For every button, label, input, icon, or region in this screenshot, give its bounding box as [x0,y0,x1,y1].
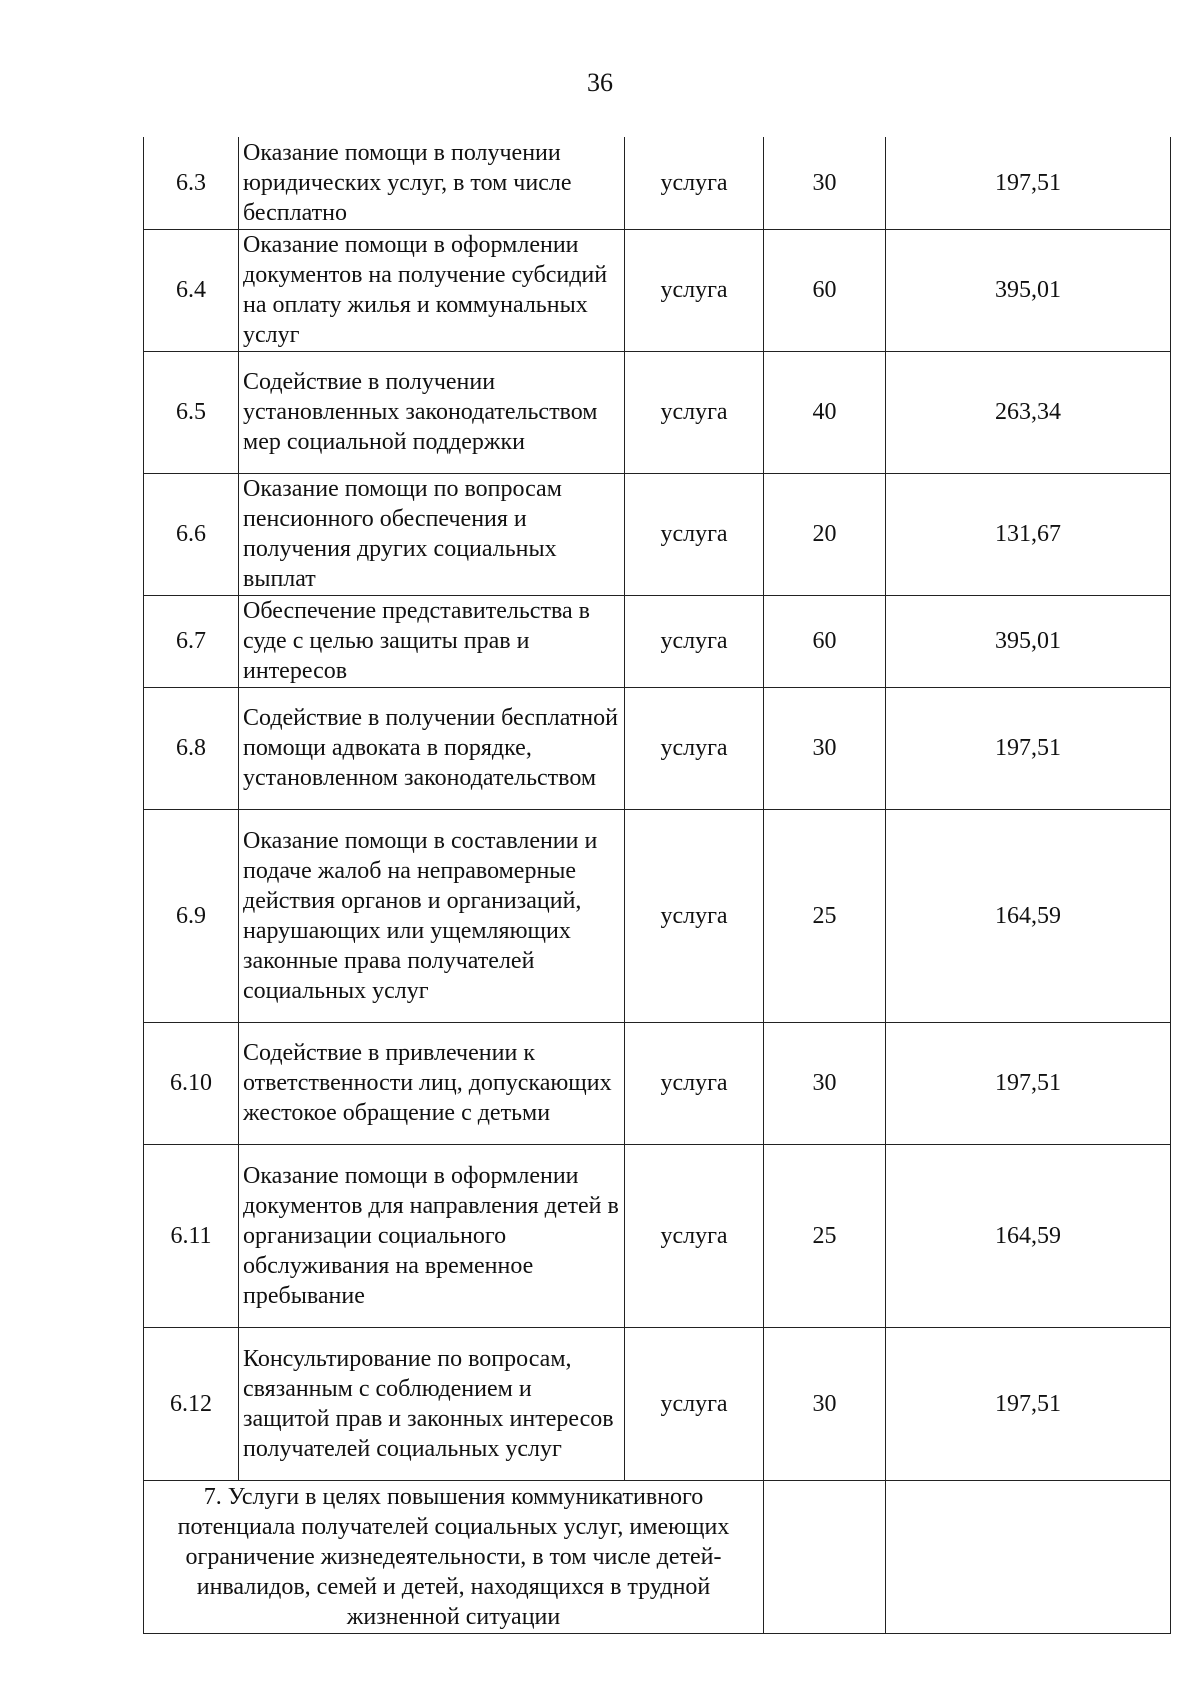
service-quantity: 25 [764,809,886,1022]
service-price: 197,51 [886,1327,1171,1480]
row-number: 6.8 [144,687,239,809]
table-row [144,687,1171,809]
row-number: 6.4 [144,229,239,351]
service-price: 197,51 [886,1022,1171,1144]
service-quantity: 60 [764,595,886,687]
service-price: 164,59 [886,1144,1171,1327]
table-row [144,229,1171,351]
service-unit: услуга [625,1144,764,1327]
table-row [144,1144,1171,1327]
service-quantity: 30 [764,137,886,229]
service-unit: услуга [625,473,764,595]
table-row [144,473,1171,595]
service-quantity: 40 [764,351,886,473]
row-number: 6.3 [144,137,239,229]
table-row [144,809,1171,1022]
row-number: 6.12 [144,1327,239,1480]
service-price: 395,01 [886,229,1171,351]
service-price: 197,51 [886,687,1171,809]
table-row [144,1022,1171,1144]
service-unit: услуга [625,351,764,473]
table-row [144,1327,1171,1480]
row-number: 6.11 [144,1144,239,1327]
service-name: Оказание помощи по вопросам пенсионного обеспечения и получения других социальных выплат [239,473,625,595]
section-row [144,1480,1171,1633]
service-name: Содействие в получении бесплатной помощи адвоката в порядке, установленном законодательством [239,687,625,809]
table-row [144,137,1171,229]
section-price [886,1480,1171,1633]
row-number: 6.6 [144,473,239,595]
row-number: 6.9 [144,809,239,1022]
service-name: Оказание помощи в получении юридических услуг, в том числе бесплатно [239,137,625,229]
row-number: 6.10 [144,1022,239,1144]
service-quantity: 25 [764,1144,886,1327]
service-quantity: 60 [764,229,886,351]
service-price: 197,51 [886,137,1171,229]
service-name: Обеспечение представительства в суде с целью защиты прав и интересов [239,595,625,687]
service-unit: услуга [625,687,764,809]
row-number: 6.7 [144,595,239,687]
service-name: Оказание помощи в составлении и подаче жалоб на неправомерные действия органов и организаций, нарушающих или ущемляющих законные права получателей социальных услуг [239,809,625,1022]
service-unit: услуга [625,137,764,229]
service-price: 395,01 [886,595,1171,687]
service-unit: услуга [625,229,764,351]
service-quantity: 30 [764,1327,886,1480]
service-name: Содействие в получении установленных законодательством мер социальной поддержки [239,351,625,473]
service-quantity: 20 [764,473,886,595]
service-name: Оказание помощи в оформлении документов для направления детей в организации социального обслуживания на временное пребывание [239,1144,625,1327]
service-price: 131,67 [886,473,1171,595]
row-number: 6.5 [144,351,239,473]
service-name: Оказание помощи в оформлении документов на получение субсидий на оплату жилья и коммунальных услуг [239,229,625,351]
service-quantity: 30 [764,687,886,809]
table-row [144,595,1171,687]
page-number: 36 [587,68,613,97]
service-price: 263,34 [886,351,1171,473]
service-name: Консультирование по вопросам, связанным с соблюдением и защитой прав и законных интересов получателей социальных услуг [239,1327,625,1480]
service-name: Содействие в привлечении к ответственности лиц, допускающих жестокое обращение с детьми [239,1022,625,1144]
service-unit: услуга [625,1022,764,1144]
section-title: 7. Услуги в целях повышения коммуникативного потенциала получателей социальных услуг, имеющих ограничение жизнедеятельности, в том числе детей-инвалидов, семей и детей, находящихся в трудной жизненной ситуации [144,1480,764,1633]
service-unit: услуга [625,595,764,687]
section-quantity [764,1480,886,1633]
services-table [143,137,1171,1634]
service-price: 164,59 [886,809,1171,1022]
service-unit: услуга [625,809,764,1022]
table-row [144,351,1171,473]
service-unit: услуга [625,1327,764,1480]
service-quantity: 30 [764,1022,886,1144]
